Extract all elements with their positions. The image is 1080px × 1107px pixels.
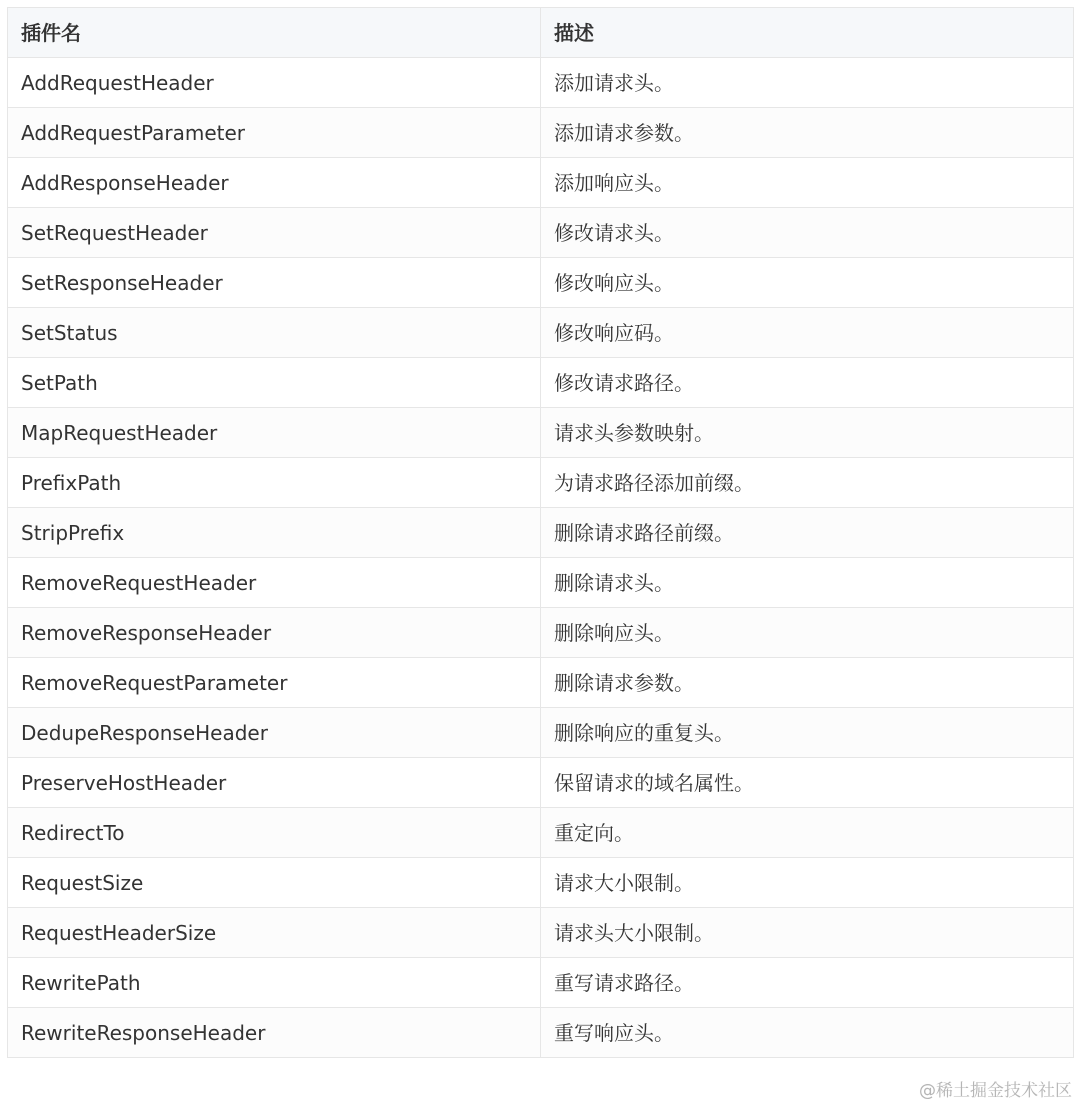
table-body (8, 58, 1074, 1058)
description-cell: 修改请求路径。 (541, 358, 1074, 408)
plugin-name-cell: RequestHeaderSize (8, 908, 541, 958)
plugin-name-cell: RemoveRequestParameter (8, 658, 541, 708)
plugin-name-cell: SetStatus (8, 308, 541, 358)
table-row (8, 858, 1074, 908)
table-row (8, 458, 1074, 508)
table-row (8, 658, 1074, 708)
table-header (8, 8, 1074, 58)
table-row (8, 908, 1074, 958)
table-row (8, 508, 1074, 558)
description-cell: 保留请求的域名属性。 (541, 758, 1074, 808)
description-cell: 删除请求路径前缀。 (541, 508, 1074, 558)
plugin-name-cell: AddRequestHeader (8, 58, 541, 108)
table-row (8, 158, 1074, 208)
table-row (8, 708, 1074, 758)
plugin-name-cell: SetPath (8, 358, 541, 408)
plugin-name-cell: RewriteResponseHeader (8, 1008, 541, 1058)
table-row (8, 208, 1074, 258)
plugin-name-cell: RewritePath (8, 958, 541, 1008)
watermark: @稀土掘金技术社区 (919, 1081, 1072, 1101)
table-row (8, 558, 1074, 608)
table-row (8, 608, 1074, 658)
plugin-name-cell: MapRequestHeader (8, 408, 541, 458)
header-description: 描述 (541, 8, 1074, 58)
table-row (8, 958, 1074, 1008)
plugin-name-cell: RequestSize (8, 858, 541, 908)
description-cell: 重写响应头。 (541, 1008, 1074, 1058)
plugin-name-cell: RedirectTo (8, 808, 541, 858)
table-row (8, 308, 1074, 358)
plugin-name-cell: DedupeResponseHeader (8, 708, 541, 758)
description-cell: 添加请求头。 (541, 58, 1074, 108)
description-cell: 删除请求头。 (541, 558, 1074, 608)
description-cell: 修改请求头。 (541, 208, 1074, 258)
table-row (8, 408, 1074, 458)
description-cell: 请求大小限制。 (541, 858, 1074, 908)
plugin-name-cell: SetRequestHeader (8, 208, 541, 258)
table-row (8, 808, 1074, 858)
plugin-name-cell: SetResponseHeader (8, 258, 541, 308)
description-cell: 修改响应头。 (541, 258, 1074, 308)
plugin-name-cell: StripPrefix (8, 508, 541, 558)
plugin-name-cell: RemoveResponseHeader (8, 608, 541, 658)
table-row (8, 758, 1074, 808)
description-cell: 请求头大小限制。 (541, 908, 1074, 958)
plugin-table-container (7, 7, 1073, 1058)
plugin-name-cell: AddRequestParameter (8, 108, 541, 158)
description-cell: 重写请求路径。 (541, 958, 1074, 1008)
plugin-name-cell: PreserveHostHeader (8, 758, 541, 808)
description-cell: 添加响应头。 (541, 158, 1074, 208)
description-cell: 添加请求参数。 (541, 108, 1074, 158)
table-row (8, 1008, 1074, 1058)
description-cell: 删除响应的重复头。 (541, 708, 1074, 758)
plugin-table (7, 7, 1074, 1058)
description-cell: 删除请求参数。 (541, 658, 1074, 708)
plugin-name-cell: PrefixPath (8, 458, 541, 508)
description-cell: 修改响应码。 (541, 308, 1074, 358)
table-row (8, 58, 1074, 108)
header-plugin-name: 插件名 (8, 8, 541, 58)
header-row (8, 8, 1074, 58)
description-cell: 删除响应头。 (541, 608, 1074, 658)
table-row (8, 108, 1074, 158)
plugin-name-cell: AddResponseHeader (8, 158, 541, 208)
table-row (8, 258, 1074, 308)
description-cell: 为请求路径添加前缀。 (541, 458, 1074, 508)
description-cell: 请求头参数映射。 (541, 408, 1074, 458)
table-row (8, 358, 1074, 408)
plugin-name-cell: RemoveRequestHeader (8, 558, 541, 608)
description-cell: 重定向。 (541, 808, 1074, 858)
